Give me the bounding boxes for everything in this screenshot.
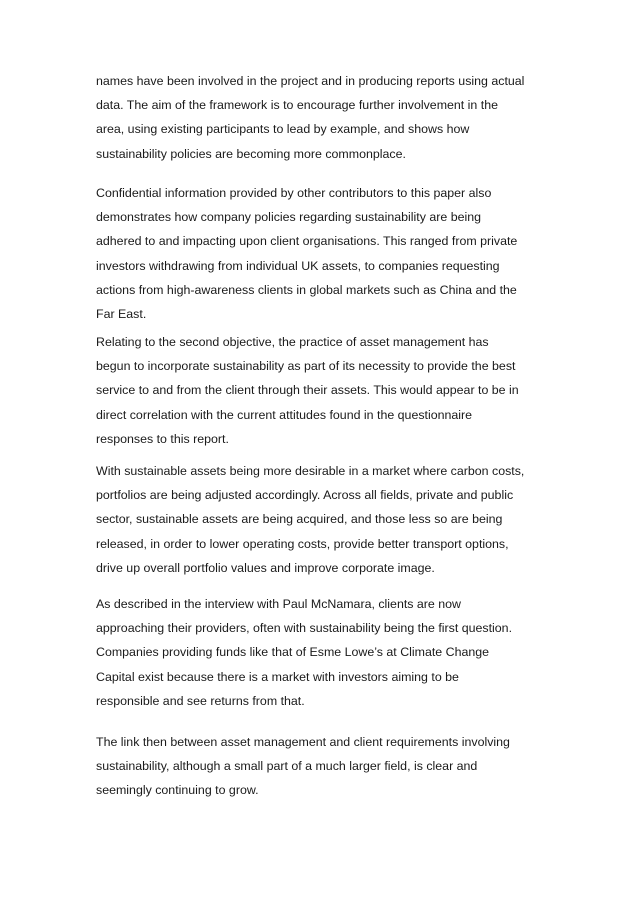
text-line: service to and from the client through their assets. This would appear to be in xyxy=(96,383,519,398)
text-line: demonstrates how company policies regarding sustainability are being xyxy=(96,210,482,225)
text-line: Confidential information provided by other contributors to this paper also xyxy=(96,186,492,200)
text-line: Companies providing funds like that of Esme Lowe’s at Climate Change xyxy=(96,645,490,660)
text-line: As described in the interview with Paul McNamara, clients are now xyxy=(96,597,461,611)
text-line: area, using existing participants to lead by example, and shows how xyxy=(96,122,470,137)
paragraph xyxy=(96,330,566,451)
text-line: investors withdrawing from individual UK assets, to companies requesting xyxy=(96,258,500,273)
paragraph xyxy=(96,459,566,580)
text-line: begun to incorporate sustainability as part of its necessity to provide the best xyxy=(96,359,516,374)
text-line: Far East. xyxy=(96,306,147,321)
text-line: sustainability, although a small part of a much larger field, is clear and xyxy=(96,759,478,774)
text-line: sustainability policies are becoming more commonplace. xyxy=(96,146,406,161)
text-line: released, in order to lower operating costs, provide better transport options, xyxy=(96,536,509,551)
text-line: drive up overall portfolio values and improve corporate image. xyxy=(96,560,435,575)
paragraph xyxy=(96,592,566,713)
text-line: sector, sustainable assets are being acquired, and those less so are being xyxy=(96,512,503,527)
text-line: With sustainable assets being more desirable in a market where carbon costs, xyxy=(96,464,525,478)
text-line: seemingly continuing to grow. xyxy=(96,783,259,798)
text-line: names have been involved in the project and in producing reports using actual xyxy=(96,74,525,88)
text-line: adhered to and impacting upon client organisations. This ranged from private xyxy=(96,234,518,249)
text-line: Capital exist because there is a market with investors aiming to be xyxy=(96,669,459,684)
text-line: responsible and see returns from that. xyxy=(96,693,305,708)
paragraph xyxy=(96,730,566,803)
text-line: responses to this report. xyxy=(96,431,229,446)
paragraph xyxy=(96,69,566,166)
text-line: data. The aim of the framework is to encourage further involvement in the xyxy=(96,98,498,113)
text-line: actions from high-awareness clients in global markets such as China and the xyxy=(96,282,517,297)
text-line: direct correlation with the current attitudes found in the questionnaire xyxy=(96,407,473,422)
paragraph xyxy=(96,181,566,326)
text-line: portfolios are being adjusted accordingly. Across all fields, private and public xyxy=(96,488,514,503)
text-line: Relating to the second objective, the practice of asset management has xyxy=(96,335,489,349)
text-line: The link then between asset management and client requirements involving xyxy=(96,735,510,749)
text-line: approaching their providers, often with sustainability being the first question. xyxy=(96,621,513,636)
